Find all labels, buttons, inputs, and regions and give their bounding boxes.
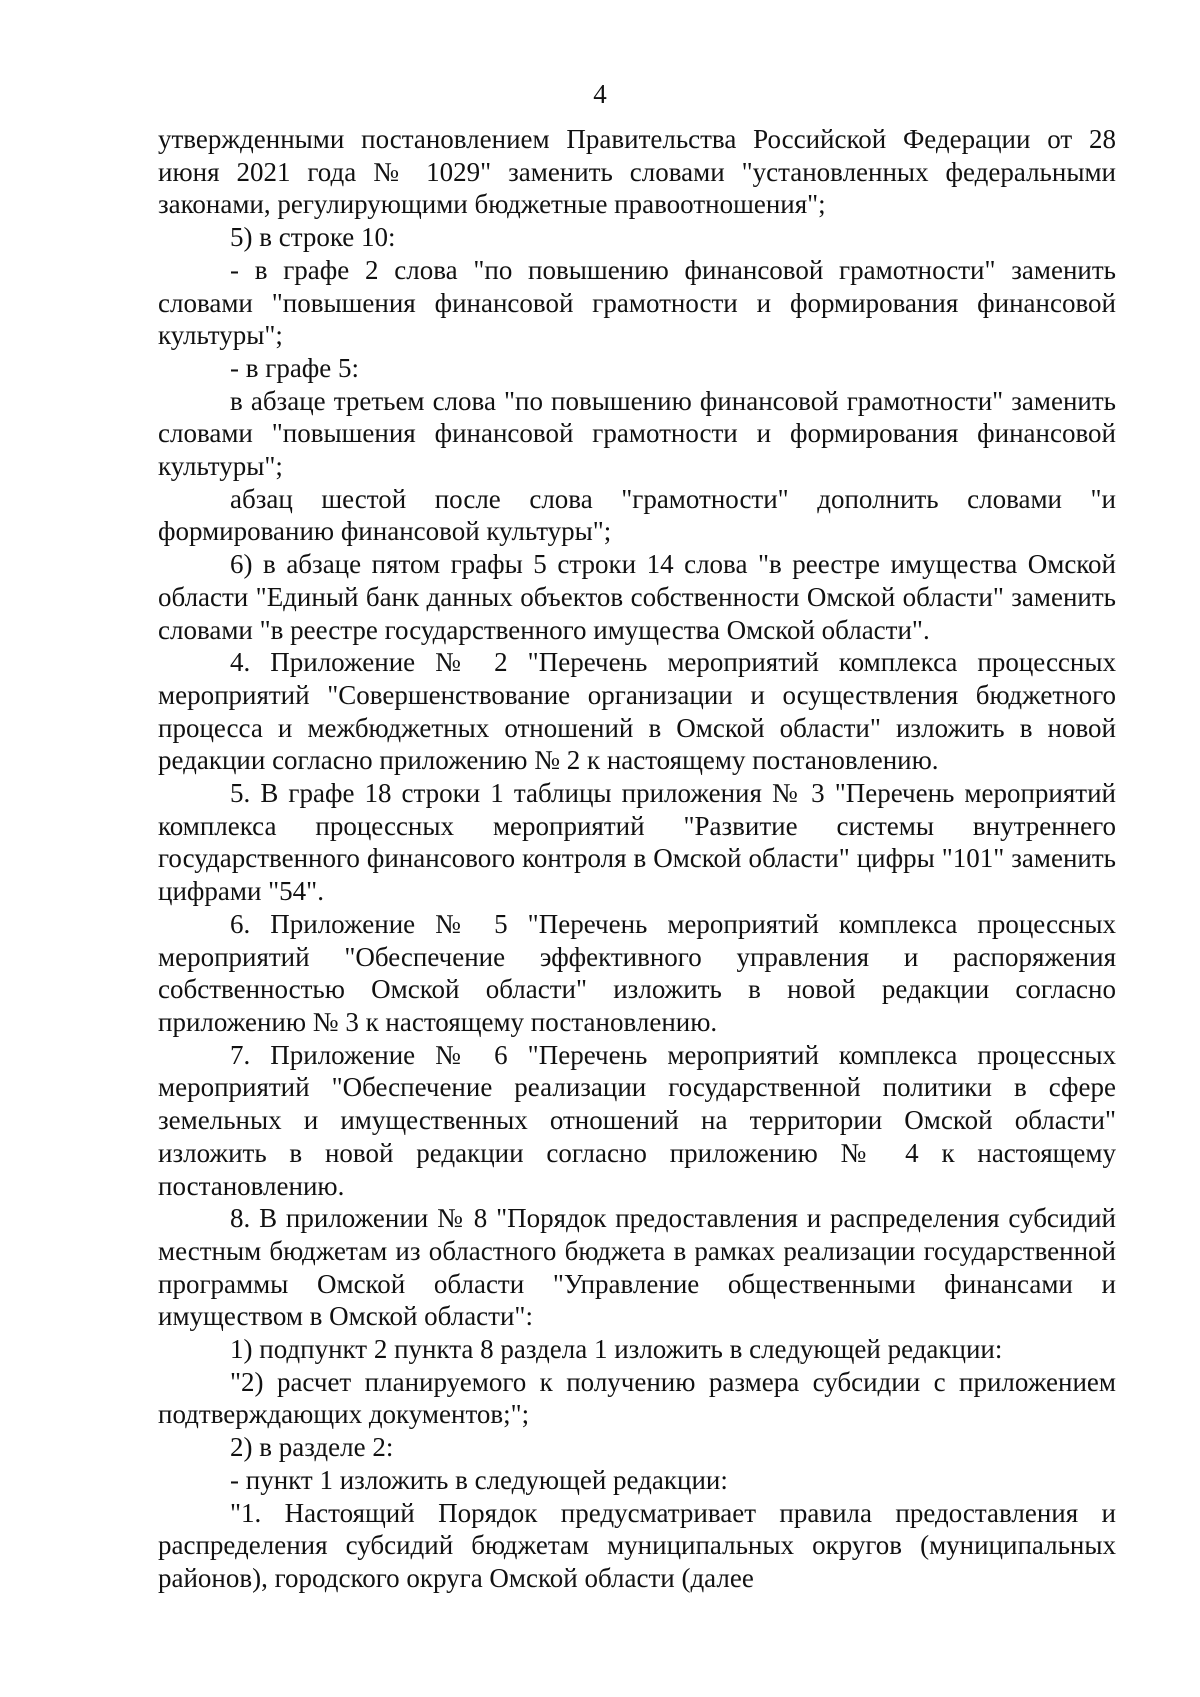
paragraph-third-clause-change: в абзаце третьем слова "по повышению финансовой грамотности" заменить словами "повышения финансовой грамотности и формирования финансовой культуры"; <box>158 385 1116 482</box>
paragraph-quoted-subitem-2: "2) расчет планируемого к получению размера субсидии с приложением подтверждающих документов;"; <box>158 1366 1116 1430</box>
paragraph-continuation: утвержденными постановлением Правительства Российской Федерации от 28 июня 2021 года № 1029" заменить словами "установленных федеральными законами, регулирующими бюджетные правоотношения"; <box>158 124 1116 220</box>
paragraph-point-7: 7. Приложение № 6 "Перечень мероприятий комплекса процессных мероприятий "Обеспечение реализации государственной политики в сфере земельных и имущественных отношений на территории Омской области" изложить в новой редакции согласно приложению № 4 к настоящему постановлению. <box>158 1039 1116 1201</box>
paragraph-column-5-heading: - в графе 5: <box>230 352 360 383</box>
document-body <box>158 123 1116 1595</box>
paragraph-point-4: 4. Приложение № 2 "Перечень мероприятий комплекса процессных мероприятий "Совершенствование организации и осуществления бюджетного процесса и межбюджетных отношений в Омской области" изложить в новой редакции согласно приложению № 2 к настоящему постановлению. <box>158 647 1116 776</box>
paragraph-point-5: 5. В графе 18 строки 1 таблицы приложения № 3 "Перечень мероприятий комплекса процессных мероприятий "Развитие системы внутреннего государственного финансового контроля в Омской области" цифры "101" заменить цифрами "54". <box>158 778 1116 907</box>
paragraph-quoted-point-1: "1. Настоящий Порядок предусматривает правила предоставления и распределения субсидий бюджетам муниципальных округов (муниципальных районов), городского округа Омской области (далее <box>158 1497 1116 1593</box>
paragraph-point-8: 8. В приложении № 8 "Порядок предоставления и распределения субсидий местным бюджетам из областного бюджета в рамках реализации государственной программы Омской области "Управление общественными финансами и имуществом в Омской области": <box>158 1203 1116 1332</box>
page-number: 4 <box>593 79 607 109</box>
paragraph-column-2-change: - в графе 2 слова "по повышению финансовой грамотности" заменить словами "повышения финансовой грамотности и формирования финансовой культуры"; <box>158 254 1116 351</box>
paragraph-row-10-heading: 5) в строке 10: <box>230 222 396 253</box>
paragraph-subitem-2: 2) в разделе 2: <box>230 1432 394 1463</box>
paragraph-point-6: 6. Приложение № 5 "Перечень мероприятий комплекса процессных мероприятий "Обеспечение эффективного управления и распоряжения собственностью Омской области" изложить в новой редакции согласно приложению № 3 к настоящему постановлению. <box>158 908 1116 1037</box>
paragraph-point-1-heading: - пункт 1 изложить в следующей редакции: <box>230 1464 728 1495</box>
paragraph-subitem-1: 1) подпункт 2 пункта 8 раздела 1 изложить в следующей редакции: <box>230 1334 1003 1365</box>
paragraph-sixth-clause-change: абзац шестой после слова "грамотности" дополнить словами "и формированию финансовой культуры"; <box>158 483 1116 547</box>
paragraph-item-6: 6) в абзаце пятом графы 5 строки 14 слова "в реестре имущества Омской области "Единый банк данных объектов собственности Омской области" заменить словами "в реестре государственного имущества Омской области". <box>158 549 1116 645</box>
